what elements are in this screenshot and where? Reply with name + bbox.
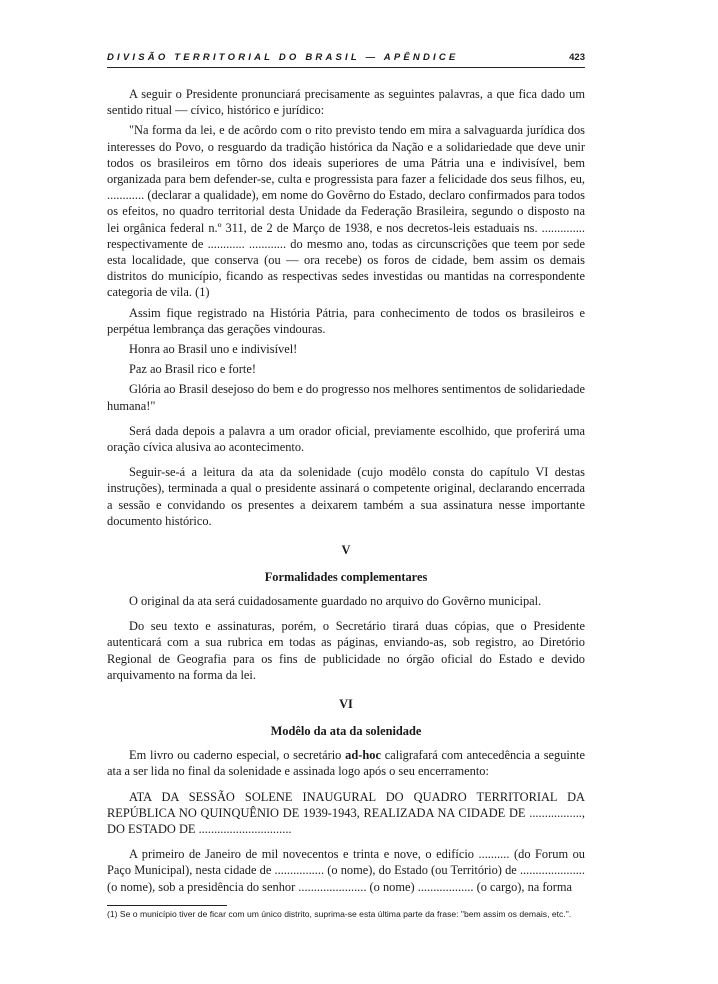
section-vi-title: Modêlo da ata da solenidade [270, 724, 422, 739]
running-head: DIVISÃO TERRITORIAL DO BRASIL — APÊNDICE [107, 52, 459, 63]
acclamation-2: Paz ao Brasil rico e forte! [129, 362, 256, 377]
speech-paragraph: "Na forma da lei, e de acôrdo com o rito previsto tendo em mira a salvaguarda jurídica dos interesses do Povo, o resguardo da tradição histórica da Nação e a solidariedade que deve unir todos os brasileiros em tôrno dos ideais superiores de uma Pátria una e indivisível, bem organizada para bem defender-se, culta e progressista para fazer a felicidade dos seus filhos, eu, ............ (declarar a qualidade), em nome do Govêrno do Estado, declaro confirmados para todos os efeitos, no quadro territorial desta Unidade da Federação Brasileira, segundo o disposto na lei orgânica federal n.º 311, de 2 de Março de 1938, e nos decretos-leis estaduais ns. .............. respectivamente de ............ ............ do mesmo ano, todas as circunscrições que teem por sede esta localidade, que conserva (ou — ora recebe) os foros de cidade, bem assim os demais distritos do município, ficando as respectivas sedes investidas ou mantidas na correspondente categoria de vila. (1) [107, 123, 585, 300]
section-v-paragraph-1: O original da ata será cuidadosamente guardado no arquivo do Govêrno municipal. [129, 594, 542, 609]
section-v-title: Formalidades complementares [264, 570, 428, 585]
footnote: (1) Se o município tiver de ficar com um único distrito, suprima-se esta última parte da frase: "bem assim os demais, etc.". [107, 908, 572, 919]
section-vi-number: VI [339, 697, 353, 712]
section-vi-paragraph-1 [107, 747, 585, 779]
ata-title: ATA DA SESSÃO SOLENE INAUGURAL DO QUADRO TERRITORIAL DA REPÚBLICA NO QUINQUÊNIO DE 1939-1943, REALIZADA NA CIDADE DE ................., DO ESTADO DE .............................. [107, 789, 585, 836]
section-vi-p1-before: Em livro ou caderno especial, o secretário [129, 748, 346, 763]
acclamation-1: Honra ao Brasil uno e indivisível! [129, 342, 298, 357]
page-number: 423 [569, 52, 585, 63]
section-vi-p1-after: caligrafará com antecedência a seguinte ata a ser lida no final da solenidade e assinada logo após o seu encerramento: [107, 748, 585, 779]
footnote-divider [107, 905, 227, 906]
section-v-number: V [341, 543, 351, 558]
acclamation-3: Glória ao Brasil desejoso do bem e do progresso nos melhores sentimentos de solidariedade humana!" [107, 382, 585, 413]
page-header [107, 52, 585, 68]
section-v-paragraph-2: Do seu texto e assinaturas, porém, o Secretário tirará duas cópias, que o Presidente autenticará com a sua rubrica em todas as páginas, enviando-as, sob registro, ao Diretório Regional de Geografia para os fins de publicidade no órgão oficial do Estado e devido arquivamento na forma da lei. [107, 619, 585, 682]
section-vi-paragraph-2: A primeiro de Janeiro de mil novecentos e trinta e nove, o edifício .......... (do Forum ou Paço Municipal), nesta cidade de ................ (o nome), do Estado (ou Território) de ..................... (o nome), sob a presidência do senhor ...................... (o nome) .................. (o cargo), na forma [107, 847, 585, 894]
history-paragraph: Assim fique registrado na História Pátria, para conhecimento de todos os brasileiros e perpétua lembrança das gerações vindouras. [107, 305, 585, 336]
reading-paragraph: Seguir-se-á a leitura da ata da solenidade (cujo modêlo consta do capítulo VI destas instruções), terminada a qual o presidente assinará o competente original, declarando encerrada a sessão e convidando os presentes a deixarem também a sua assinatura nesse importante documento histórico. [107, 465, 585, 528]
orator-paragraph: Será dada depois a palavra a um orador oficial, previamente escolhido, que proferirá uma oração cívica alusiva ao acontecimento. [107, 423, 585, 455]
ad-hoc-term: ad-hoc [345, 748, 381, 763]
document-page [107, 52, 585, 920]
intro-paragraph: A seguir o Presidente pronunciará precisamente as seguintes palavras, a que fica dado um sentido ritual — cívico, histórico e jurídico: [107, 87, 585, 118]
